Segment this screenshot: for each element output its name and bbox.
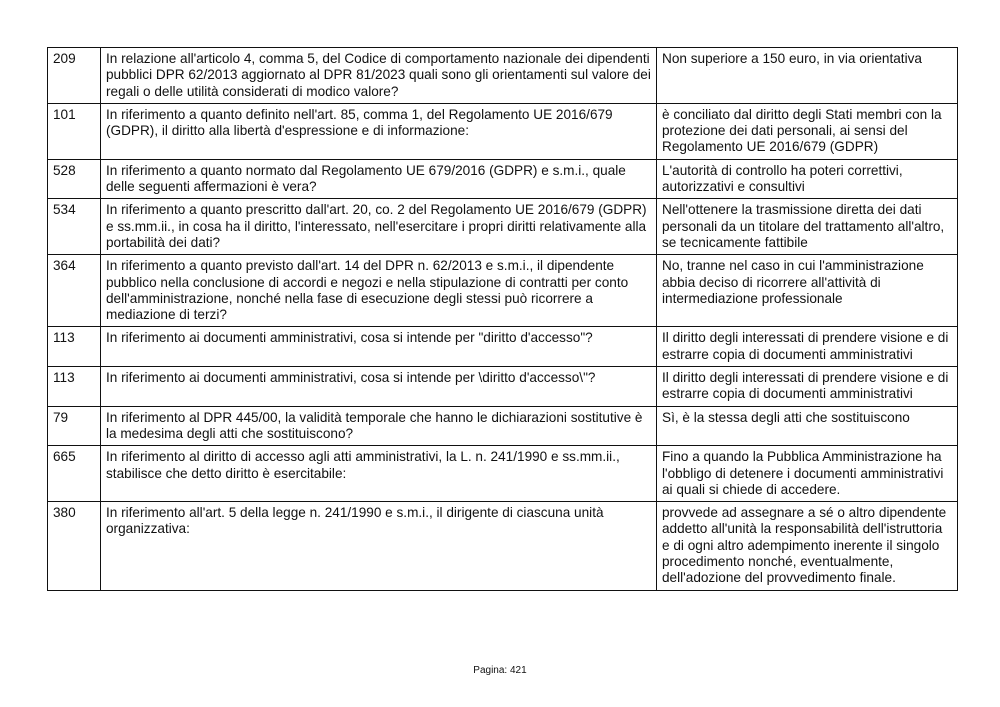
table-row — [48, 406, 958, 446]
question-id: 665 — [48, 446, 101, 502]
question-text: In riferimento a quanto normato dal Regolamento UE 679/2016 (GDPR) e s.m.i., quale delle seguenti affermazioni è vera? — [101, 159, 657, 199]
question-text: In riferimento al diritto di accesso agli atti amministrativi, la L. n. 241/1990 e ss.mm.ii., stabilisce che detto diritto è esercitabile: — [101, 446, 657, 502]
question-id: 101 — [48, 103, 101, 159]
table-row — [48, 103, 958, 159]
table-row — [48, 502, 958, 590]
question-id: 364 — [48, 255, 101, 327]
question-text: In riferimento a quanto definito nell'art. 85, comma 1, del Regolamento UE 2016/679 (GDPR), il diritto alla libertà d'espressione e di informazione: — [101, 103, 657, 159]
answer-text: No, tranne nel caso in cui l'amministrazione abbia deciso di ricorrere all'attività di intermediazione professionale — [657, 255, 958, 327]
question-text: In riferimento all'art. 5 della legge n. 241/1990 e s.m.i., il dirigente di ciascuna unità organizzativa: — [101, 502, 657, 590]
answer-text: Nell'ottenere la trasmissione diretta dei dati personali da un titolare del trattamento all'altro, se tecnicamente fattibile — [657, 199, 958, 255]
questions-table — [47, 47, 958, 591]
question-id: 528 — [48, 159, 101, 199]
table-row — [48, 367, 958, 407]
answer-text: Non superiore a 150 euro, in via orientativa — [657, 48, 958, 104]
question-text: In riferimento ai documenti amministrativi, cosa si intende per "diritto d'accesso"? — [101, 327, 657, 367]
table-row — [48, 255, 958, 327]
answer-text: Sì, è la stessa degli atti che sostituiscono — [657, 406, 958, 446]
question-id: 534 — [48, 199, 101, 255]
question-id: 113 — [48, 367, 101, 407]
question-id: 79 — [48, 406, 101, 446]
question-text: In riferimento a quanto previsto dall'art. 14 del DPR n. 62/2013 e s.m.i., il dipendente pubblico nella conclusione di accordi e negozi e nella stipulazione di contratti per conto dell'amministrazione, nonché nella fase di esecuzione degli stessi può ricorrere a mediazione di terzi? — [101, 255, 657, 327]
table-row — [48, 327, 958, 367]
answer-text: L'autorità di controllo ha poteri correttivi, autorizzativi e consultivi — [657, 159, 958, 199]
question-id: 209 — [48, 48, 101, 104]
table-row — [48, 446, 958, 502]
question-text: In riferimento ai documenti amministrativi, cosa si intende per \diritto d'accesso\"? — [101, 367, 657, 407]
answer-text: Il diritto degli interessati di prendere visione e di estrarre copia di documenti amministrativi — [657, 367, 958, 407]
question-text: In riferimento al DPR 445/00, la validità temporale che hanno le dichiarazioni sostitutive è la medesima degli atti che sostituiscono? — [101, 406, 657, 446]
answer-text: Fino a quando la Pubblica Amministrazione ha l'obbligo di detenere i documenti amministrativi ai quali si chiede di accedere. — [657, 446, 958, 502]
table-row — [48, 159, 958, 199]
question-id: 380 — [48, 502, 101, 590]
question-id: 113 — [48, 327, 101, 367]
table-row — [48, 48, 958, 104]
page-number: Pagina: 421 — [473, 665, 527, 676]
answer-text: provvede ad assegnare a sé o altro dipendente addetto all'unità la responsabilità dell'istruttoria e di ogni altro adempimento inerente il singolo procedimento nonché, eventualmente, dell'adozione del provvedimento finale. — [657, 502, 958, 590]
question-text: In riferimento a quanto prescritto dall'art. 20, co. 2 del Regolamento UE 2016/679 (GDPR) e ss.mm.ii., in cosa ha il diritto, l'interessato, nell'esercitare i propri diritti relativamente alla portabilità dei dati? — [101, 199, 657, 255]
answer-text: Il diritto degli interessati di prendere visione e di estrarre copia di documenti amministrativi — [657, 327, 958, 367]
question-text: In relazione all'articolo 4, comma 5, del Codice di comportamento nazionale dei dipendenti pubblici DPR 62/2013 aggiornato al DPR 81/2023 quali sono gli orientamenti sul valore dei regali o delle utilità considerati di modico valore? — [101, 48, 657, 104]
answer-text: è conciliato dal diritto degli Stati membri con la protezione dei dati personali, ai sensi del Regolamento UE 2016/679 (GDPR) — [657, 103, 958, 159]
table-row — [48, 199, 958, 255]
